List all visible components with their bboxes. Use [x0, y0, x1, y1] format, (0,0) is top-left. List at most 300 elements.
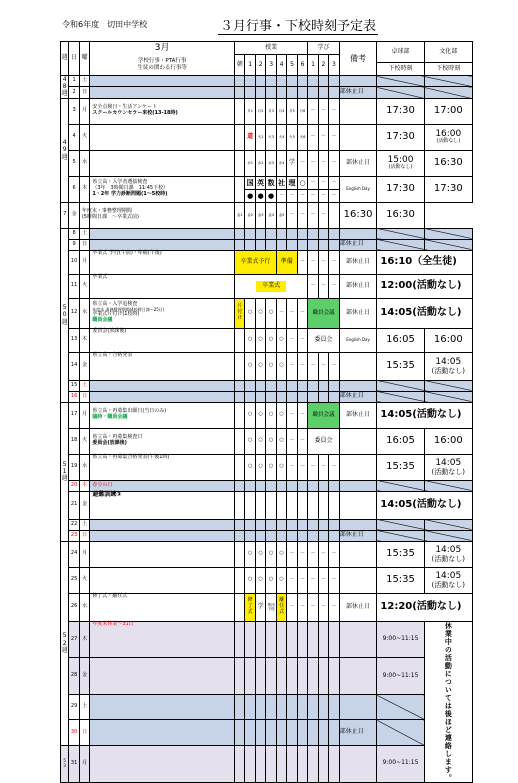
table-cell [234, 621, 244, 658]
table-cell [287, 658, 297, 695]
table-cell: ○ [255, 402, 265, 428]
table-row [61, 328, 473, 352]
table-cell [318, 87, 328, 98]
table-cell: － [297, 567, 307, 593]
table-cell: － [308, 189, 318, 202]
table-cell [90, 621, 235, 658]
cell-text: 1・2年 学力診断問題(1～5校時) [92, 190, 168, 197]
table-cell [424, 454, 472, 480]
table-cell [266, 745, 276, 782]
cell-text: 卒業式片付け(1校時) [92, 311, 140, 318]
table-cell [266, 228, 276, 239]
table-cell [308, 658, 318, 695]
table-cell: － [329, 250, 340, 274]
table-cell [255, 519, 265, 530]
table-cell: 15:35 [377, 541, 424, 567]
table-row [61, 567, 473, 593]
col-manabi: 学び [308, 42, 339, 55]
col-m-period: 2 [318, 55, 328, 76]
cell-text: (活動なし) [431, 367, 466, 376]
table-cell: ○ [245, 328, 255, 352]
table-cell: ○ [245, 567, 255, 593]
table-cell [79, 202, 139, 228]
table-cell [234, 428, 244, 454]
table-cell: 16:10（全生徒) [377, 250, 473, 274]
table-cell [308, 621, 318, 658]
table-cell: 英 [255, 176, 265, 189]
table-row [61, 621, 473, 658]
table-cell: 17:30 [424, 176, 472, 202]
cell-text: (5時間日課 ～卒業式前) [81, 214, 139, 221]
table-cell: ○ [266, 567, 276, 593]
table-cell: 月 [79, 402, 89, 428]
table-row [61, 98, 473, 124]
table-row [61, 402, 473, 428]
cell-text: 14:05 [435, 457, 462, 468]
table-cell: 社 [276, 176, 286, 189]
table-cell: － [297, 402, 307, 428]
cell-text: 16:00 [435, 129, 462, 140]
table-cell [234, 391, 244, 402]
table-cell [245, 720, 255, 745]
table-cell: 28 [69, 658, 79, 695]
table-cell [424, 519, 472, 530]
table-row [61, 239, 473, 250]
table-cell [234, 124, 244, 150]
table-cell: 25 [69, 567, 79, 593]
table-cell: 片付け [234, 298, 244, 328]
table-cell [339, 454, 377, 480]
table-cell [90, 150, 235, 176]
table-row [61, 541, 473, 567]
table-cell: ○ [255, 454, 265, 480]
cell-text: 年度末休業～31日 [92, 620, 134, 627]
table-cell [424, 352, 472, 380]
table-cell [329, 391, 340, 402]
table-cell: 水2 [255, 150, 265, 176]
cell-text: 5 [63, 757, 66, 763]
table-cell [339, 428, 377, 454]
table-cell: ○ [255, 298, 265, 328]
table-cell: 月 [79, 745, 89, 782]
table-cell [255, 391, 265, 402]
table-cell: ○ [245, 454, 255, 480]
table-row [61, 274, 473, 298]
table-cell [318, 391, 328, 402]
table-cell [339, 658, 377, 695]
table-cell [276, 519, 286, 530]
table-cell: 火 [79, 428, 89, 454]
table-cell: 月3 [266, 98, 276, 124]
table-cell [287, 228, 297, 239]
table-cell [255, 658, 265, 695]
table-cell: － [308, 593, 318, 621]
table-cell [245, 76, 255, 87]
table-cell [255, 480, 265, 491]
table-cell: 部休止日 [339, 239, 377, 250]
table-cell: 19 [69, 454, 79, 480]
vacation-note: 休業中の活動については後ほど連絡します。 [424, 621, 472, 782]
table-cell: ○ [245, 402, 255, 428]
col-period: 5 [287, 55, 297, 76]
table-cell: － [329, 189, 340, 202]
table-cell [90, 391, 235, 402]
table-cell [297, 76, 307, 87]
table-cell [266, 621, 276, 658]
table-cell: 金 [79, 352, 89, 380]
table-cell [234, 658, 244, 695]
table-cell: ○ [255, 428, 265, 454]
table-cell [329, 745, 340, 782]
table-cell: 月4 [276, 98, 286, 124]
table-cell [297, 228, 307, 239]
cell-text: 週 [61, 90, 68, 98]
table-cell [297, 658, 307, 695]
table-cell: － [297, 454, 307, 480]
table-cell [329, 530, 340, 541]
cell-text: 修了式・離任式 [92, 592, 128, 599]
table-cell [329, 491, 340, 519]
week-number [61, 98, 69, 202]
table-cell: 15:35 [377, 352, 424, 380]
table-cell [90, 491, 235, 519]
table-cell: ● [255, 189, 265, 202]
table-cell [308, 228, 318, 239]
table-cell: － [308, 454, 318, 480]
table-cell: 2 [69, 87, 79, 98]
table-cell [287, 621, 297, 658]
table-cell [287, 239, 297, 250]
table-cell: － [287, 428, 297, 454]
table-cell: 16:05 [377, 328, 424, 352]
table-cell: 水 [79, 298, 89, 328]
table-cell: － [329, 567, 340, 593]
time-label: 下校時刻 [377, 63, 424, 76]
table-cell: － [297, 189, 307, 202]
table-cell: 26 [69, 593, 79, 621]
table-cell: － [287, 454, 297, 480]
table-cell [424, 567, 472, 593]
week-number [61, 745, 69, 782]
table-cell [276, 530, 286, 541]
table-cell [287, 491, 297, 519]
table-cell: 水3 [266, 150, 276, 176]
table-cell: ○ [276, 402, 286, 428]
table-cell [90, 428, 235, 454]
table-cell [424, 380, 472, 391]
cell-text: 週 [61, 475, 68, 483]
table-cell [339, 98, 377, 124]
table-cell [276, 391, 286, 402]
table-cell: － [287, 352, 297, 380]
table-cell [234, 239, 244, 250]
table-cell [255, 695, 265, 720]
table-cell: 木 [79, 328, 89, 352]
table-cell [297, 480, 307, 491]
table-cell [276, 380, 286, 391]
table-row [61, 76, 473, 87]
table-cell: － [287, 202, 297, 228]
table-cell [339, 380, 377, 391]
table-cell: － [318, 189, 328, 202]
table-cell: － [297, 202, 307, 228]
table-cell: 水 [79, 454, 89, 480]
table-cell: 7 [61, 202, 69, 228]
table-row [61, 298, 473, 328]
table-row [61, 491, 473, 519]
table-cell: 14:05(活動なし) [377, 402, 473, 428]
table-cell: ● [266, 189, 276, 202]
table-cell: ○ [266, 541, 276, 567]
cell-text: 県立高・入学者選抜検査 [92, 179, 148, 186]
cell-text: 14:05 [435, 356, 462, 367]
table-cell [90, 695, 235, 720]
table-cell [308, 519, 318, 530]
col-period: 3 [266, 55, 276, 76]
table-cell: － [318, 202, 328, 228]
table-cell: － [318, 98, 328, 124]
cell-text: 県立高・再募集合格発表(午後1時) [92, 453, 170, 460]
table-cell [90, 720, 235, 745]
table-cell [276, 76, 286, 87]
table-cell [318, 745, 328, 782]
table-cell [424, 76, 472, 87]
table-cell: － [318, 274, 328, 298]
table-cell: － [287, 567, 297, 593]
table-cell: 30 [69, 720, 79, 745]
table-cell [329, 658, 340, 695]
table-cell [266, 695, 276, 720]
table-cell [266, 720, 276, 745]
table-cell: 水4 [276, 150, 286, 176]
table-cell [90, 176, 235, 202]
table-cell [308, 720, 318, 745]
table-cell [90, 480, 235, 491]
table-cell: ○ [266, 352, 276, 380]
table-cell: 16:30 [424, 150, 472, 176]
table-cell [234, 454, 244, 480]
table-cell [266, 519, 276, 530]
table-cell [266, 530, 276, 541]
table-row [61, 250, 473, 274]
col-remarks: 備考 [339, 42, 377, 76]
cell-text: 県立高・合格発表 [92, 351, 133, 358]
table-cell: ○ [276, 541, 286, 567]
cell-text: 卒業式 [256, 281, 286, 292]
table-cell [339, 352, 377, 380]
table-cell: ○ [266, 298, 276, 328]
table-cell: ○ [297, 176, 307, 189]
table-cell: 18 [69, 428, 79, 454]
table-cell: － [318, 176, 328, 189]
cell-text: 9 [62, 146, 67, 154]
table-cell [297, 380, 307, 391]
table-cell: 17:30 [377, 176, 424, 202]
table-cell: 日 [79, 239, 89, 250]
cell-text: 週 [61, 646, 68, 654]
table-cell [234, 352, 244, 380]
table-row [61, 745, 473, 782]
table-cell: 土 [79, 380, 89, 391]
table-cell [329, 519, 340, 530]
table-cell [234, 745, 244, 782]
table-cell: 水1 [245, 150, 255, 176]
cell-text: 県立高・再募集検査日 [92, 434, 143, 441]
cell-text: 生徒の関わる行事等 [137, 64, 187, 71]
col-classes: 授業 [234, 42, 307, 55]
cell-text: 年度末 事務整理期間(4校時日課～25日) [92, 306, 165, 312]
table-cell [255, 239, 265, 250]
table-cell: － [318, 567, 328, 593]
table-cell: 17:30 [377, 124, 424, 150]
cell-text: 4 [62, 76, 67, 83]
table-cell: 部休止日 [339, 87, 377, 98]
table-cell [377, 480, 424, 491]
table-cell: 部休止日 [339, 274, 377, 298]
table-cell [377, 76, 424, 87]
table-cell: 16 [69, 391, 79, 402]
table-cell [318, 695, 328, 720]
table-cell [245, 695, 255, 720]
cell-text: 春分の日 [92, 481, 113, 488]
table-cell [308, 695, 318, 720]
table-cell [318, 720, 328, 745]
table-row [61, 428, 473, 454]
cell-text: スクールカウンセラー来校(13-18時) [92, 110, 178, 117]
table-cell [339, 124, 377, 150]
table-cell: 27 [69, 621, 79, 658]
table-cell [287, 530, 297, 541]
table-cell [234, 720, 244, 745]
table-cell [329, 720, 340, 745]
table-row [61, 380, 473, 391]
table-cell [276, 491, 286, 519]
table-cell [266, 239, 276, 250]
cell-text: 卒業式 [92, 273, 108, 280]
school-label: 令和6年度 切田中学校 [62, 20, 148, 29]
table-cell [245, 391, 255, 402]
table-cell: ○ [266, 454, 276, 480]
cell-text: 2 [62, 639, 67, 647]
table-cell [308, 239, 318, 250]
table-cell: 金4 [266, 202, 276, 228]
col-bunka: 文化部 [424, 42, 472, 63]
table-cell: 6 [69, 176, 79, 202]
table-cell [90, 530, 235, 541]
table-cell: 月6 [297, 98, 307, 124]
table-cell: － [297, 298, 307, 328]
table-cell [255, 491, 265, 519]
week-number [61, 76, 69, 99]
schedule-table [60, 41, 473, 783]
table-cell: 日 [79, 530, 89, 541]
col-event-sub [90, 55, 235, 76]
table-cell: － [308, 176, 318, 189]
table-cell [276, 239, 286, 250]
table-cell [90, 239, 235, 250]
table-cell: 4 [69, 124, 79, 150]
table-cell [308, 380, 318, 391]
table-cell: 道 [245, 124, 255, 150]
week-number [61, 228, 69, 402]
cell-text: 8 [62, 83, 67, 91]
table-cell: 土 [79, 76, 89, 87]
table-cell: 部休止日 [339, 298, 377, 328]
table-cell [318, 480, 328, 491]
table-cell: 水 [79, 593, 89, 621]
table-row [61, 176, 473, 189]
table-cell: 金3 [255, 202, 265, 228]
table-cell: － [287, 593, 297, 621]
table-cell [255, 720, 265, 745]
table-cell [424, 239, 472, 250]
table-cell [297, 695, 307, 720]
table-cell: 17 [69, 402, 79, 428]
table-cell: 土 [79, 228, 89, 239]
table-cell: 学 [255, 593, 265, 621]
table-cell [276, 695, 286, 720]
table-cell: 火 [79, 274, 89, 298]
table-cell: ○ [276, 454, 286, 480]
table-cell: ○ [276, 428, 286, 454]
table-cell: 16:05 [377, 428, 424, 454]
table-cell [297, 530, 307, 541]
table-cell [234, 695, 244, 720]
table-cell: － [318, 454, 328, 480]
table-cell [234, 491, 244, 519]
table-cell: 21 [69, 491, 79, 519]
table-cell: ○ [276, 352, 286, 380]
table-row [61, 530, 473, 541]
table-cell [245, 658, 255, 695]
cell-text: (活動なし) [431, 468, 466, 477]
table-cell [339, 567, 377, 593]
table-cell [245, 87, 255, 98]
table-cell: 離任式 [276, 593, 286, 621]
table-cell: － [308, 250, 318, 274]
table-cell: 22 [69, 519, 79, 530]
table-cell [287, 380, 297, 391]
table-cell [255, 530, 265, 541]
table-cell [297, 87, 307, 98]
table-cell [245, 621, 255, 658]
table-cell: 11 [69, 274, 79, 298]
table-cell: － [329, 541, 340, 567]
cell-text: 年度末・事務整理期間 [81, 208, 132, 215]
table-row [61, 391, 473, 402]
table-cell [377, 519, 424, 530]
table-cell: － [297, 428, 307, 454]
table-cell [234, 541, 244, 567]
table-cell: 3 [69, 98, 79, 124]
table-cell [90, 228, 235, 239]
table-cell: ○ [245, 352, 255, 380]
table-cell: － [329, 352, 340, 380]
table-cell: － [287, 541, 297, 567]
table-cell: ○ [255, 541, 265, 567]
cell-text: (活動なし) [431, 555, 466, 564]
table-cell: 14 [69, 352, 79, 380]
table-cell: 16:00 [424, 428, 472, 454]
table-cell: 15:35 [377, 567, 424, 593]
table-cell: 16:00 [424, 328, 472, 352]
table-cell: English Day [339, 176, 377, 202]
cell-text: 職員会議 [92, 317, 113, 324]
table-cell: － [287, 402, 297, 428]
table-cell [339, 745, 377, 782]
table-cell: － [297, 250, 307, 274]
table-cell [297, 621, 307, 658]
